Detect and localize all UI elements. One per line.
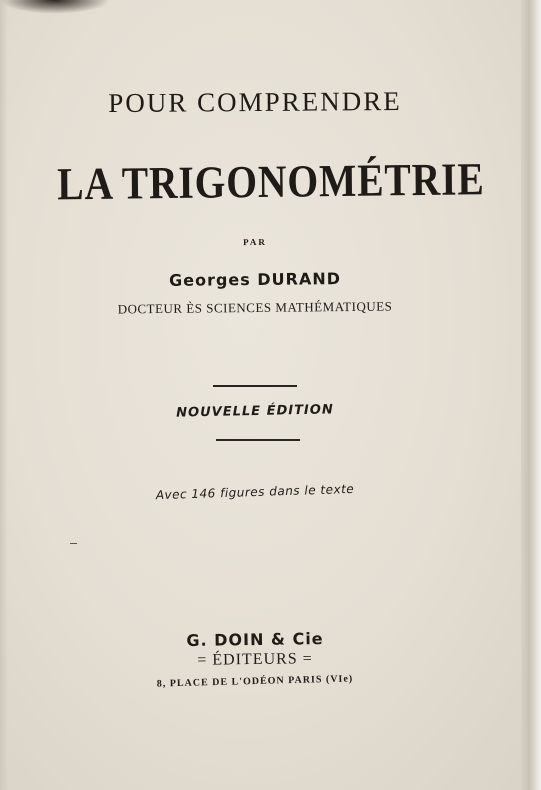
publisher-role: = ÉDITEURS = [197,650,313,669]
by-label: PAR [243,236,267,248]
publisher-address: 8, PLACE DE L'ODÉON PARIS (VIe) [156,673,354,690]
divider-bottom [216,439,300,441]
author-name: Georges DURAND [168,269,342,290]
page-left-edge [0,0,8,790]
author-title: DOCTEUR ÈS SCIENCES MATHÉMATIQUES [117,298,393,317]
page-right-edge [521,0,541,790]
figures-note: Avec 146 figures dans le texte [155,481,355,503]
title-line-1: POUR COMPRENDRE [108,85,402,119]
title-line-2: LA TRIGONOMÉTRIE [56,153,485,210]
publisher-name: G. DOIN & Cie [186,629,324,650]
corner-shadow [0,0,110,14]
edition-label: NOUVELLE ÉDITION [176,402,334,421]
divider-top [213,385,297,387]
ink-mark [70,543,77,544]
